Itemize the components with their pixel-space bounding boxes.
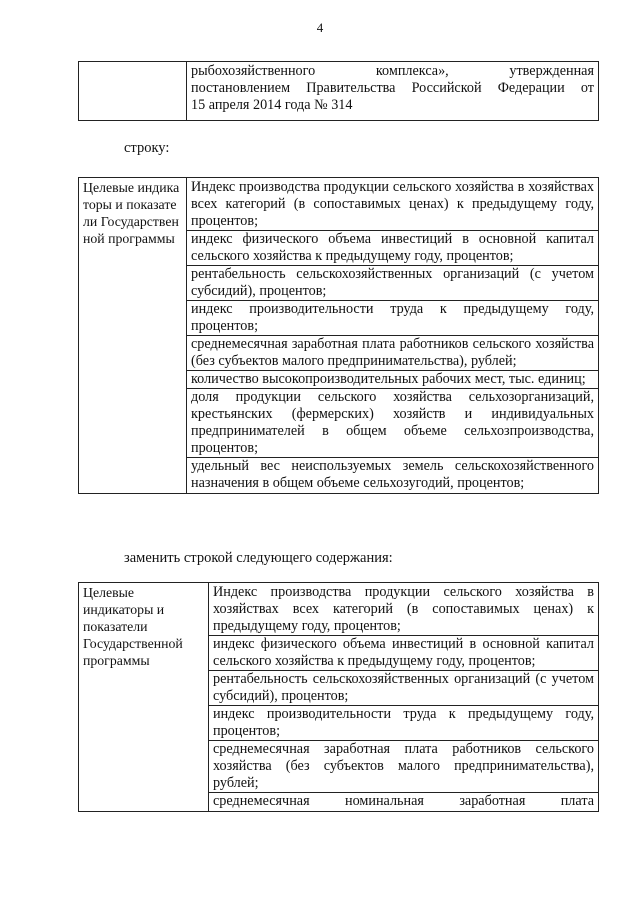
table-row [79,178,599,494]
indicator-list-cell [209,583,599,812]
instruction-text: строку: [124,140,170,156]
indicator-item: среднемесячная номинальная заработная плата [209,792,598,810]
table-row [79,62,599,121]
indicator-item: количество высокопроизводительных рабочих мест, тыс. единиц; [187,370,598,388]
indicator-item: среднемесячная заработная плата работников сельского хозяйства (без субъектов малого предпринимательства), рублей; [209,740,598,792]
indicator-label-cell: Целевые индикаторы и показатели Государственной программы [79,178,187,494]
continuation-table [78,61,599,121]
page-number: 4 [316,20,324,35]
indicator-item: индекс производительности труда к предыдущему году, процентов; [209,705,598,740]
indicator-item: рентабельность сельскохозяйственных организаций (с учетом субсидий), процентов; [187,265,598,300]
text-line: рыбохозяйственного комплекса», утвержденная [191,63,594,79]
indicator-item: удельный вес неиспользуемых земель сельскохозяйственного назначения в общем объеме сельхозугодий, процентов; [187,457,598,492]
indicator-label-cell: Целевые индикаторы и показатели Государственной программы [79,583,209,812]
indicator-item: индекс физического объема инвестиций в основной капитал сельского хозяйства к предыдущему году, процентов; [209,635,598,670]
instruction-text: заменить строкой следующего содержания: [124,550,393,566]
indicator-item: Индекс производства продукции сельского хозяйства в хозяйствах всех категорий (в сопоставимых ценах) к предыдущему году, процентов; [213,584,594,634]
indicator-item: индекс производительности труда к предыдущему году, процентов; [187,300,598,335]
indicator-item: доля продукции сельского хозяйства сельхозорганизаций, крестьянских (фермерских) хозяйств и индивидуальных предпринимателей в общем объеме сельхозпроизводства, процентов; [187,388,598,457]
new-row-table [78,582,599,812]
continuation-text-cell [187,62,599,121]
indicator-item: рентабельность сельскохозяйственных организаций (с учетом субсидий), процентов; [209,670,598,705]
indicator-item: Индекс производства продукции сельского хозяйства в хозяйствах всех категорий (в сопоставимых ценах) к предыдущему году, процентов; [191,179,594,229]
indicator-list-cell [187,178,599,494]
indicator-item: среднемесячная заработная плата работников сельского хозяйства (без субъектов малого предпринимательства), рублей; [187,335,598,370]
text-line: постановлением Правительства Российской Федерации от [191,80,594,96]
text-line: 15 апреля 2014 года № 314 [191,97,353,113]
empty-label-cell [79,62,187,121]
indicator-item: индекс физического объема инвестиций в основной капитал сельского хозяйства к предыдущему году, процентов; [187,230,598,265]
table-row [79,583,599,812]
old-row-table [78,177,599,494]
